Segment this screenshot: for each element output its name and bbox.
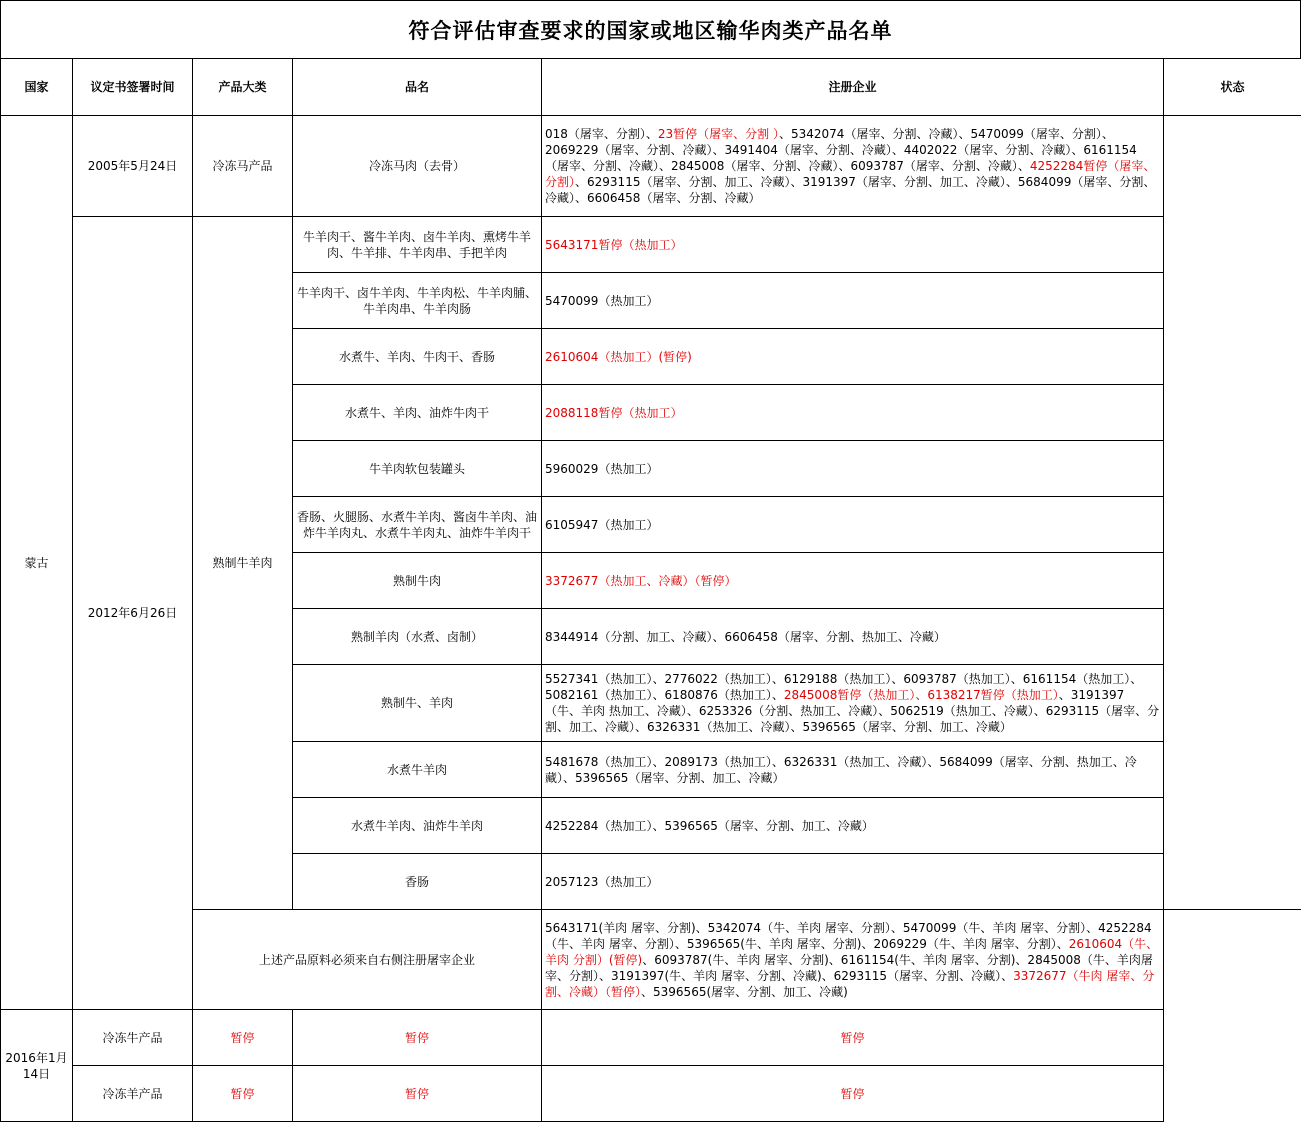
title-bar bbox=[0, 0, 1301, 58]
table-row bbox=[1, 1010, 1301, 1066]
category-cell: 冷冻牛产品 bbox=[73, 1010, 193, 1066]
product-cell: 牛羊肉软包装罐头 bbox=[293, 441, 542, 497]
page-title: 符合评估审查要求的国家或地区输华肉类产品名单 bbox=[408, 17, 893, 43]
product-cell: 水煮牛羊肉 bbox=[293, 742, 542, 798]
enterprise-cell: 2088118暂停（热加工） bbox=[542, 385, 1164, 441]
product-cell: 水煮牛、羊肉、油炸牛肉干 bbox=[293, 385, 542, 441]
header-row bbox=[1, 59, 1301, 116]
enterprise-suspended-text: 2845008暂停（热加工）、6138217暂停（热加工） bbox=[783, 688, 1059, 702]
enterprise-cell: 6105947（热加工） bbox=[542, 497, 1164, 553]
category-cell: 熟制牛羊肉 bbox=[193, 217, 293, 910]
enterprise-cell bbox=[542, 665, 1164, 742]
enterprise-text: 018（屠宰、分割）、 bbox=[545, 127, 658, 141]
header-category: 产品大类 bbox=[193, 59, 293, 116]
header-enterprise: 注册企业 bbox=[542, 59, 1164, 116]
header-product: 品名 bbox=[293, 59, 542, 116]
product-cell: 熟制牛肉 bbox=[293, 553, 542, 609]
enterprise-text: 5527341（热加工）、2776022（热加工）、6129188（热加工）、6093787（热加工）、6161154（热加工）、5082161（热加工）、6180876（热加工）、 bbox=[545, 672, 1143, 702]
table-row bbox=[1, 217, 1301, 273]
product-cell: 香肠、火腿肠、水煮牛羊肉、酱卤牛羊肉、油炸牛羊肉丸、水煮牛羊肉丸、油炸牛羊肉干 bbox=[293, 497, 542, 553]
category-cell: 冷冻羊产品 bbox=[73, 1066, 193, 1122]
header-date: 议定书签署时间 bbox=[73, 59, 193, 116]
product-cell: 熟制羊肉（水煮、卤制） bbox=[293, 609, 542, 665]
product-list-table bbox=[0, 58, 1301, 1122]
date-cell: 2012年6月26日 bbox=[73, 217, 193, 1010]
enterprise-text: 、3191397（牛、羊肉 热加工、冷藏）、6253326（分割、热加工、冷藏）、5062519（热加工、冷藏）、6293115（屠宰、分割、加工、冷藏）、6326331（热加工、冷藏）、5396565（屠宰、分割、加工、冷藏） bbox=[545, 688, 1160, 734]
enterprise-suspended-text: 3372677（牛肉 屠宰、分割、冷藏）（暂停） bbox=[545, 968, 1155, 999]
status-badge: 暂停 bbox=[542, 1010, 1164, 1066]
country-cell: 蒙古 bbox=[1, 116, 73, 1010]
header-country: 国家 bbox=[1, 59, 73, 116]
enterprise-cell: 2610604（热加工）(暂停) bbox=[542, 329, 1164, 385]
product-cell: 冷冻马肉（去骨） bbox=[293, 116, 542, 217]
product-cell: 暂停 bbox=[193, 1066, 293, 1122]
enterprise-cell: 2057123（热加工） bbox=[542, 854, 1164, 910]
product-cell: 水煮牛、羊肉、牛肉干、香肠 bbox=[293, 329, 542, 385]
header-status: 状态 bbox=[1164, 59, 1301, 116]
product-cell: 暂停 bbox=[193, 1010, 293, 1066]
enterprise-cell: 3372677（热加工、冷藏）（暂停） bbox=[542, 553, 1164, 609]
enterprise-text: 、6093787(牛、羊肉 屠宰、分割)、6161154(牛、羊肉 屠宰、分割)、2845008（牛、羊肉屠宰、分割）、3191397(牛、羊肉 屠宰、分割、冷藏)、6293115（屠宰、分割、冷藏）、 bbox=[545, 952, 1153, 983]
enterprise-cell: 8344914（分割、加工、冷藏）、6606458（屠宰、分割、热加工、冷藏） bbox=[542, 609, 1164, 665]
enterprise-cell: 5470099（热加工） bbox=[542, 273, 1164, 329]
enterprise-cell: 暂停 bbox=[293, 1066, 542, 1122]
enterprise-cell: 5481678（热加工）、2089173（热加工）、6326331（热加工、冷藏）、5684099（屠宰、分割、热加工、冷藏）、5396565（屠宰、分割、加工、冷藏） bbox=[542, 742, 1164, 798]
enterprise-text: 、5342074（屠宰、分割、冷藏）、5470099（屠宰、分割）、2069229（屠宰、分割、冷藏）、3491404（屠宰、分割、冷藏）、4402022（屠宰、分割、冷藏）、6161154（屠宰、分割、冷藏）、2845008（屠宰、分割、冷藏）、6093787（屠宰、分割、冷藏）、 bbox=[545, 127, 1137, 173]
category-cell: 冷冻马产品 bbox=[193, 116, 293, 217]
enterprise-text: 、5396565(屠宰、分割、加工、冷藏) bbox=[641, 984, 848, 999]
product-cell: 牛羊肉干、卤牛羊肉、牛羊肉松、牛羊肉脯、牛羊肉串、牛羊肉肠 bbox=[293, 273, 542, 329]
enterprise-suspended-text: 23暂停（屠宰、分割 ） bbox=[657, 127, 779, 141]
product-cell: 牛羊肉干、酱牛羊肉、卤牛羊肉、熏烤牛羊肉、牛羊排、牛羊肉串、手把羊肉 bbox=[293, 217, 542, 273]
enterprise-cell: 暂停 bbox=[293, 1010, 542, 1066]
product-cell: 水煮牛羊肉、油炸牛羊肉 bbox=[293, 798, 542, 854]
enterprise-cell: 5960029（热加工） bbox=[542, 441, 1164, 497]
product-cell: 香肠 bbox=[293, 854, 542, 910]
date-cell: 2016年1月14日 bbox=[1, 1010, 73, 1122]
status-badge: 暂停 bbox=[542, 1066, 1164, 1122]
enterprise-cell bbox=[542, 116, 1164, 217]
enterprise-suspended-text: 4252284暂停（屠宰、分割） bbox=[545, 159, 1156, 189]
table-row bbox=[1, 910, 1301, 1010]
enterprise-text: 5643171(羊肉 屠宰、分割)、5342074（牛、羊肉 屠宰、分割）、5470099（牛、羊肉 屠宰、分割）、4252284（牛、羊肉 屠宰、分割）、5396565(牛、羊肉 屠宰、分割)、2069229（牛、羊肉 屠宰、分割）、 bbox=[545, 920, 1152, 951]
product-cell: 熟制牛、羊肉 bbox=[293, 665, 542, 742]
enterprise-text: 、6293115（屠宰、分割、加工、冷藏）、3191397（屠宰、分割、加工、冷藏）、5684099（屠宰、分割、冷藏）、6606458（屠宰、分割、冷藏） bbox=[545, 175, 1156, 205]
date-cell: 2005年5月24日 bbox=[73, 116, 193, 217]
enterprise-suspended-text: 2610604（牛、羊肉 分割）(暂停) bbox=[545, 936, 1159, 967]
raw-material-note: 上述产品原料必须来自右侧注册屠宰企业 bbox=[193, 910, 542, 1010]
enterprise-cell: 5643171暂停（热加工） bbox=[542, 217, 1164, 273]
enterprise-cell: 4252284（热加工）、5396565（屠宰、分割、加工、冷藏） bbox=[542, 798, 1164, 854]
table-row bbox=[1, 1066, 1301, 1122]
status-cell bbox=[1164, 116, 1301, 910]
enterprise-cell bbox=[542, 910, 1164, 1010]
table-row bbox=[1, 116, 1301, 217]
